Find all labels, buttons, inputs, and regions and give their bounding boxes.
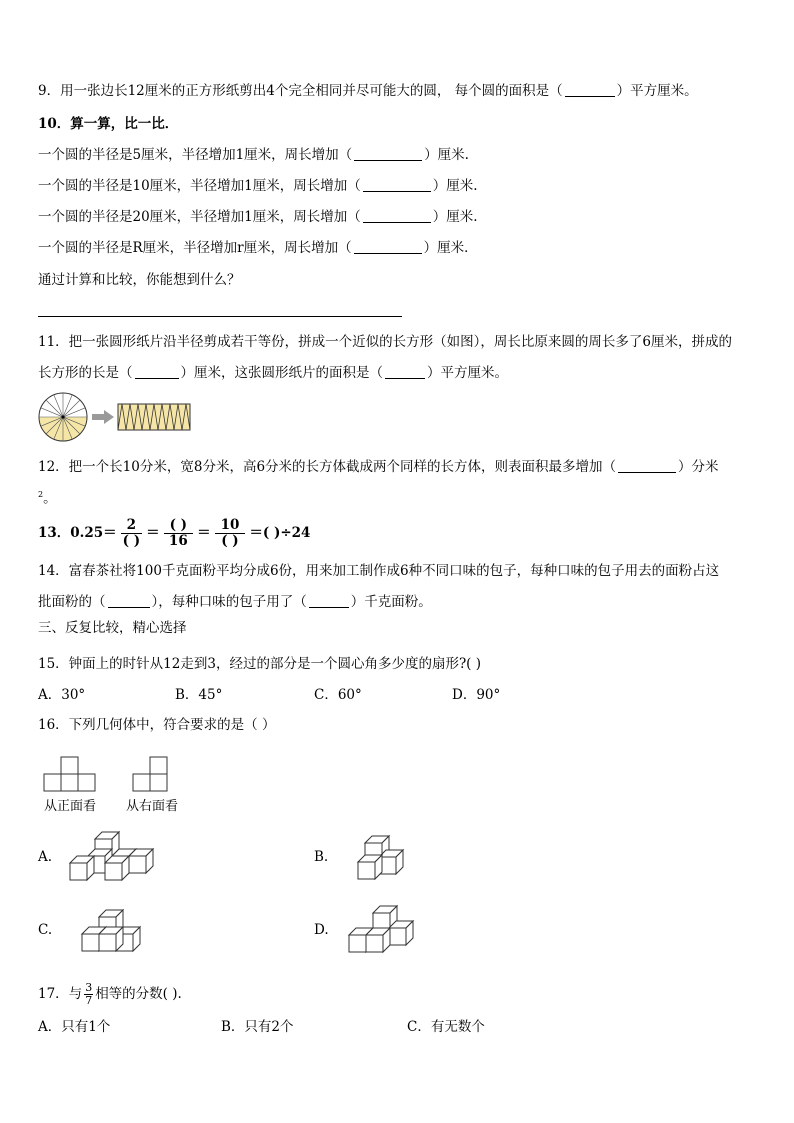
q11-circle-to-rectangle-figure xyxy=(38,392,198,442)
q11-line-2 xyxy=(38,364,508,382)
q12-line-1 xyxy=(38,458,719,476)
q14-blank-2[interactable] xyxy=(309,593,349,608)
q14-line-2 xyxy=(38,593,432,611)
q10-line-4-unit: ）厘米． xyxy=(423,240,478,256)
q16-option-c[interactable]: C. xyxy=(38,922,53,938)
q15-option-b[interactable]: B．45° xyxy=(175,687,223,703)
q13-f2-denominator: 16 xyxy=(168,533,188,549)
front-view-caption: 从正面看 xyxy=(44,799,97,814)
q10-blank-4[interactable] xyxy=(354,239,422,254)
q11-text-a: 长方形的长是（ xyxy=(38,365,133,381)
q14-blank-1[interactable] xyxy=(108,593,150,608)
option-d-cubes-figure xyxy=(349,904,421,956)
q14-line-1: 14．富春茶社将100千克面粉平均分成6份，用来加工制作成6种不同口味的包子，每种口味的包子用去的面粉占这 xyxy=(38,563,720,579)
q13-fraction-1 xyxy=(121,518,142,549)
q9-text: 9．用一张边长12厘米的正方形纸剪出4个完全相同并尽可能大的圆， 每个圆的面积是（ xyxy=(38,83,563,99)
q13-f2-numerator-blank[interactable]: ( ) xyxy=(164,518,193,534)
q10-line-2 xyxy=(38,177,478,195)
q17-text: 17．与 xyxy=(38,986,83,1002)
q17-option-c[interactable]: C．有无数个 xyxy=(407,1019,485,1035)
q12-line-2 xyxy=(38,486,57,508)
q9-text-end: ）平方厘米。 xyxy=(616,83,698,99)
q10-blank-1[interactable] xyxy=(354,146,422,161)
right-view-figure xyxy=(133,757,173,793)
circle-sectors-figure xyxy=(39,393,87,441)
q10-question: 通过计算和比较，你能想到什么？ xyxy=(38,272,241,288)
q10-line-1 xyxy=(38,146,469,164)
q16-option-a[interactable]: A. xyxy=(38,849,53,865)
q13-f3-denominator-blank[interactable]: ( ) xyxy=(221,533,239,549)
q15-stem: 15．钟面上的时针从12走到3，经过的部分是一个圆心角多少度的扇形?( ) xyxy=(38,656,482,672)
q14-text-b: ），每种口味的包子用了（ xyxy=(151,594,307,610)
q10-line-1-unit: ）厘米. xyxy=(424,147,469,163)
question-10-heading: 10．算一算，比一比． xyxy=(38,116,179,132)
q12-text: 12．把一个长10分米，宽8分米，高6分米的长方体截成两个同样的长方体，则表面积最多增加（ xyxy=(38,459,617,475)
option-c-cubes-figure xyxy=(82,910,146,956)
right-view-caption: 从右面看 xyxy=(126,799,179,814)
q10-line-4-text: 一个圆的半径是R厘米，半径增加r厘米，周长增加（ xyxy=(38,240,352,256)
q13-label: 13．0.25＝ xyxy=(38,525,117,541)
q13-equals-2: ＝ xyxy=(197,525,211,541)
q11-line-1: 11．把一张圆形纸片沿半径剪成若干等份，拼成一个近似的长方形（如图），周长比原来圆的周长多了6厘米，拼成的 xyxy=(38,334,733,350)
q13-f3-numerator: 10 xyxy=(215,518,246,534)
q12-blank[interactable] xyxy=(618,458,676,473)
section-3-heading: 三、反复比较，精心选择 xyxy=(38,620,187,636)
q17-fraction xyxy=(84,982,93,1007)
q13-equals-1: ＝ xyxy=(146,525,160,541)
q10-line-2-unit: ）厘米. xyxy=(432,178,478,194)
q16-option-d[interactable]: D. xyxy=(314,922,329,938)
q11-blank-1[interactable] xyxy=(135,364,179,379)
approximate-rectangle-figure xyxy=(118,404,190,430)
q10-line-1-text: 一个圆的半径是5厘米，半径增加1厘米，周长增加（ xyxy=(38,147,353,163)
q10-line-4 xyxy=(38,239,478,257)
q15-option-a[interactable]: A．30° xyxy=(38,687,86,703)
q10-blank-3[interactable] xyxy=(363,208,431,223)
question-9 xyxy=(38,82,698,100)
q16-option-b[interactable]: B. xyxy=(314,849,329,865)
q10-line-3 xyxy=(38,208,478,226)
option-b-cubes-figure xyxy=(358,836,408,882)
q13-f1-numerator: 2 xyxy=(121,518,142,534)
q12-end: 。 xyxy=(43,490,57,507)
q14-text-a: 批面粉的（ xyxy=(38,594,106,610)
question-13 xyxy=(38,516,310,550)
q16-stem: 16．下列几何体中，符合要求的是（ ） xyxy=(38,717,276,733)
q11-text-b: ）厘米，这张圆形纸片的面积是（ xyxy=(180,365,383,381)
q10-line-3-unit: ）厘米. xyxy=(432,209,478,225)
front-view-figure xyxy=(44,757,108,793)
q11-blank-2[interactable] xyxy=(385,364,425,379)
q9-blank[interactable] xyxy=(565,82,615,97)
q17-option-a[interactable]: A．只有1个 xyxy=(38,1019,111,1035)
q13-fraction-2 xyxy=(164,518,193,549)
q13-fraction-3 xyxy=(215,518,246,549)
q10-line-3-text: 一个圆的半径是20厘米，半径增加1厘米，周长增加（ xyxy=(38,209,361,225)
q10-answer-line[interactable] xyxy=(38,316,402,317)
q17-text-end: 相等的分数( ). xyxy=(95,986,182,1002)
q15-option-d[interactable]: D．90° xyxy=(452,687,501,703)
q17-denominator: 7 xyxy=(85,994,93,1007)
q12-unit: ）分米 xyxy=(678,459,719,475)
q11-text-c: ）平方厘米。 xyxy=(427,365,508,381)
question-17 xyxy=(38,979,182,1009)
q15-option-c[interactable]: C．60° xyxy=(314,687,362,703)
arrow-icon xyxy=(92,410,114,424)
q14-text-c: ）千克面粉。 xyxy=(350,594,432,610)
q17-option-b[interactable]: B．只有2个 xyxy=(221,1019,294,1035)
q13-f1-denominator-blank[interactable]: ( ) xyxy=(122,533,141,549)
q12-superscript: 2 xyxy=(38,490,44,499)
q10-blank-2[interactable] xyxy=(363,177,431,192)
option-a-cubes-figure xyxy=(70,830,160,882)
q17-numerator: 3 xyxy=(85,981,93,994)
q13-tail: ＝( )÷24 xyxy=(249,525,311,541)
q10-line-2-text: 一个圆的半径是10厘米，半径增加1厘米，周长增加（ xyxy=(38,178,361,194)
